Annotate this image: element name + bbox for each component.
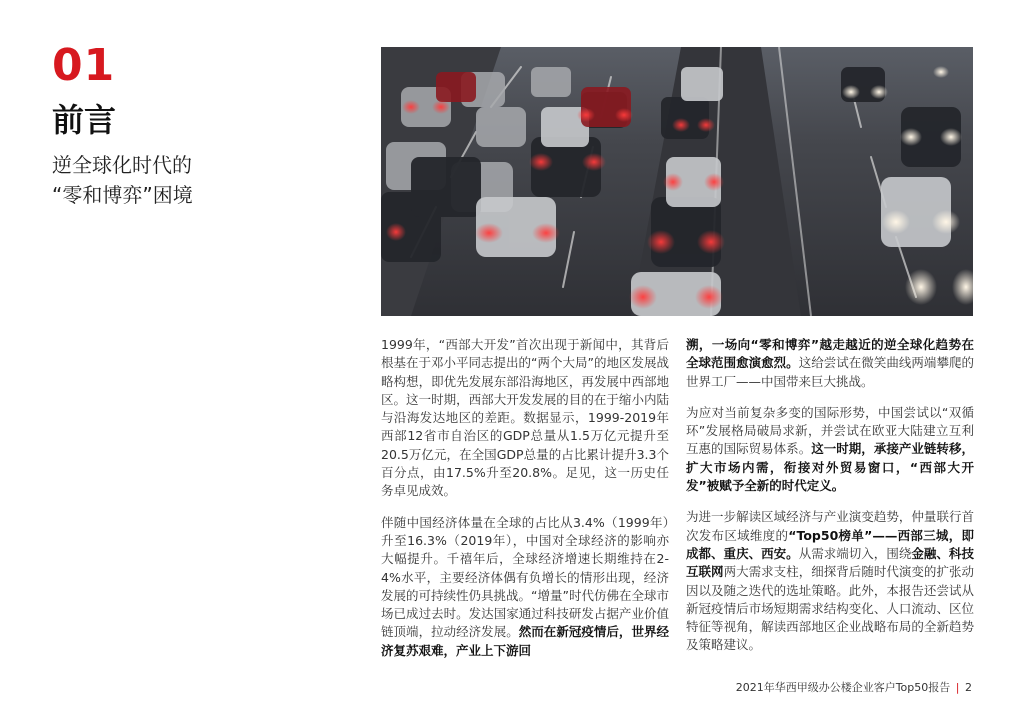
subtitle-line-1: 逆全球化时代的	[52, 153, 192, 177]
text-run: 为应对当前复杂多变的国际形势，中国尝试以“双循环”发展格局破局求新，并尝试在欧亚大陆建立互利互惠的国际贸易体系。	[686, 404, 974, 457]
paragraph	[381, 336, 669, 501]
paragraph	[686, 336, 974, 391]
text-run: 这给尝试在微笑曲线两端攀爬的世界工厂——中国带来巨大挑战。	[686, 355, 974, 389]
text-run: 为进一步解读区域经济与产业演变趋势，仲量联行首次发布区域维度的	[686, 509, 974, 543]
subtitle-line-2: “零和博弈”困境	[52, 183, 193, 207]
text-run: 两大需求支柱，细探背后随时代演变的扩张动因以及随之迭代的选址策略。此外，本报告还尝试从新冠疫情后市场短期需求结构变化、人口流动、区位特征等视角，解读西部地区企业战略布局的全新趋势及策略建议。	[686, 564, 974, 653]
page-number: 2	[965, 681, 972, 694]
section-number: 01	[52, 40, 116, 91]
paragraph	[381, 514, 669, 660]
text-run: 1999年，“西部大开发”首次出现于新闻中，其背后根基在于邓小平同志提出的“两个大局”的地区发展战略构想，即优先发展东部沿海地区，再发展中西部地区。这一时期，西部大开发发展的目的在于缩小内陆与沿海发达地区的差距。数据显示，1999-2019年西部12省市自治区的GDP总量从1.5万亿元提升至20.5万亿元，在全国GDP总量的占比累计提升3.3个百分点，由17.5%升至20.8%。足见，这一历史任务卓见成效。	[381, 337, 669, 499]
highway-traffic-photo	[381, 47, 973, 316]
section-title: 前言	[52, 101, 117, 139]
text-run: 伴随中国经济体量在全球的占比从3.4%（1999年）升至16.3%（2019年），中国对全球经济的影响亦大幅提升。千禧年后，全球经济增速长期维持在2-4%水平，主要经济体偶有负增长的情形出现，经济发展的可持续性仍具挑战。“增量”时代仿佛在全球市场已成过去时。发达国家通过科技研发占据产业价值链顶端，拉动经济发展。	[381, 514, 669, 640]
bold-text-run: 金融、科技互联网	[686, 545, 974, 580]
bold-text-run: 溯，一场向“零和博弈”越走越近的逆全球化趋势在全球范围愈演愈烈。	[686, 337, 974, 371]
bold-text-run: 然而在新冠疫情后，世界经济复苏艰难，产业上下游回	[381, 624, 669, 658]
bold-text-run: “Top50榜单”——西部三城，即成都、重庆、西安。	[686, 527, 974, 561]
text-run: 从需求端切入，围绕	[798, 545, 912, 561]
paragraph	[686, 508, 974, 654]
footer-separator: |	[955, 681, 960, 694]
bold-text-run: 这一时期，承接产业链转移，扩大市场内需，衔接对外贸易窗口，“西部大开发”被赋予全新的时代定义。	[686, 441, 974, 494]
report-title: 2021年华西甲级办公楼企业客户Top50报告	[735, 681, 951, 694]
paragraph	[686, 404, 974, 495]
text-column-left	[381, 336, 669, 673]
page-footer	[736, 679, 972, 695]
section-subtitle	[52, 150, 193, 210]
text-column-right	[686, 336, 974, 668]
